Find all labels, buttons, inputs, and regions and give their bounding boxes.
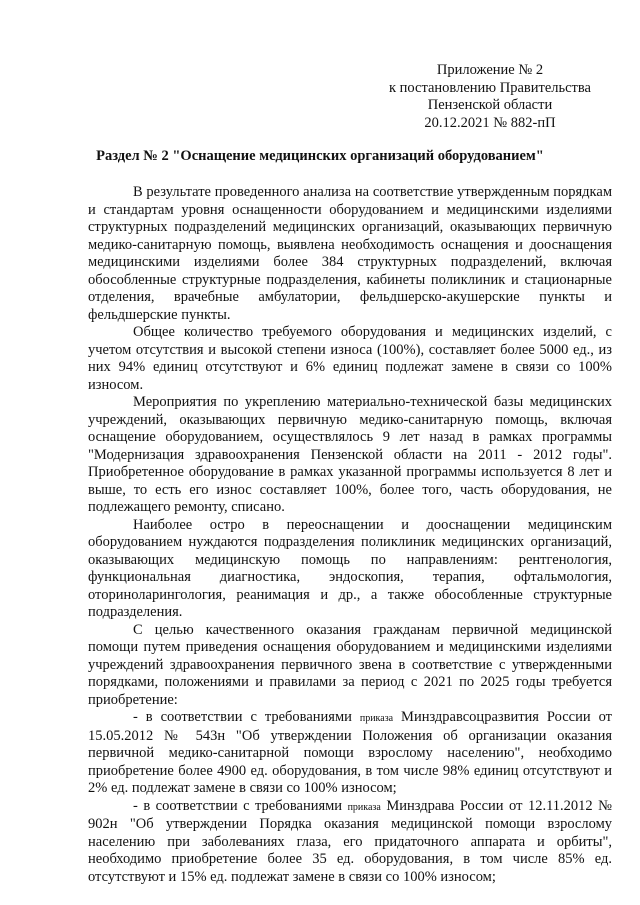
appendix-region-line: Пензенской области <box>427 97 553 113</box>
order-543n-link[interactable]: приказа <box>359 713 394 724</box>
section-title: Раздел № 2 "Оснащение медицинских организаций оборудованием" <box>96 148 544 164</box>
appendix-number: Приложение № 2 <box>436 62 544 78</box>
paragraph-priority-needs: Наиболее остро в переоснащении и дооснащении медицинским оборудованием нуждаются подразделения поликлиник медицинских организаций, оказывающих медицинскую помощь по направлениям: рентгенология, функциональная диагностика, эндоскопия, терапия, офтальмология, оториноларингология, реанимация и др., а также обособленные структурные подразделения. <box>88 516 612 620</box>
paragraph-analysis: В результате проведенного анализа на соответствие утвержденным порядкам и стандартам уровня оснащенности оборудованием и медицинскими изделиями структурных подразделений медицинских организаций, оказывающих первичную медико-санитарную помощь, выявлена необходимость оснащения и дооснащения медицинскими изделиями более 384 структурных подразделений, включая обособленные структурные подразделения, кабинеты поликлиник и стационарные отделения, врачебные амбулатории, фельдшерско-акушерские пункты и фельдшерские пункты. <box>88 184 612 323</box>
paragraph-order-902n <box>88 798 612 887</box>
order-902n-text: Минздрава России от 12.11.2012 № 902н "Об утверждении Порядка оказания медицинской помощи взрослому населению при заболеваниях глаза, его придаточного аппарата и орбиты", необходимо приобретение более 35 ед. оборудования, в том числе 85% ед. отсутствуют и 15% ед. подлежат замене в связи со 100% износом; <box>88 797 612 885</box>
order-543n-text: Минздравсоцразвития России от 15.05.2012 № 543н "Об утверждении Положения об организации оказания первичной медико-санитарной помощи взрослому населению", необходимо приобретение более 4900 ед. оборудования, в том числе 98% единиц отсутствуют и 2% ед. подлежат замене в связи со 100% износом; <box>88 709 612 796</box>
paragraph-purchase-goal: С целью качественного оказания гражданам первичной медицинской помощи путем приведения оснащения оборудованием и медицинскими изделиями учреждений здравоохранения первичного звена в соответствие с утвержденными порядками, положениями и правилами за период с 2021 по 2025 годы требуется приобретение: <box>88 621 612 708</box>
paragraph-modernization: Мероприятия по укреплению материально-технической базы медицинских учреждений, оказывающих первичную медико-санитарную помощь, включая оснащение оборудованием, осуществлялось 9 лет назад в рамках программы "Модернизация здравоохранения Пензенской области на 2011 - 2012 годы". Приобретенное оборудование в рамках указанной программы используется 8 лет и выше, то есть его износ составляет 100%, более того, часть оборудования, не подлежащего ремонту, списано. <box>88 394 612 515</box>
paragraph-total-equipment: Общее количество требуемого оборудования и медицинских изделий, с учетом отсутствия и высокой степени износа (100%), составляет более 5000 ед., из них 94% единиц отсутствуют и 6% единиц подлежат замене в связи со 100% износом. <box>88 324 612 393</box>
document-body <box>88 184 612 886</box>
order-902n-link[interactable]: приказа <box>347 801 381 813</box>
order-543n-lead: - в соответствии с требованиями <box>133 709 360 725</box>
appendix-header <box>360 62 620 132</box>
appendix-date-number: 20.12.2021 № 882-пП <box>424 114 556 131</box>
order-902n-lead: - в соответствии с требованиями <box>133 797 348 814</box>
paragraph-order-543n <box>88 709 612 798</box>
appendix-resolution-line: к постановлению Правительства <box>389 79 591 96</box>
